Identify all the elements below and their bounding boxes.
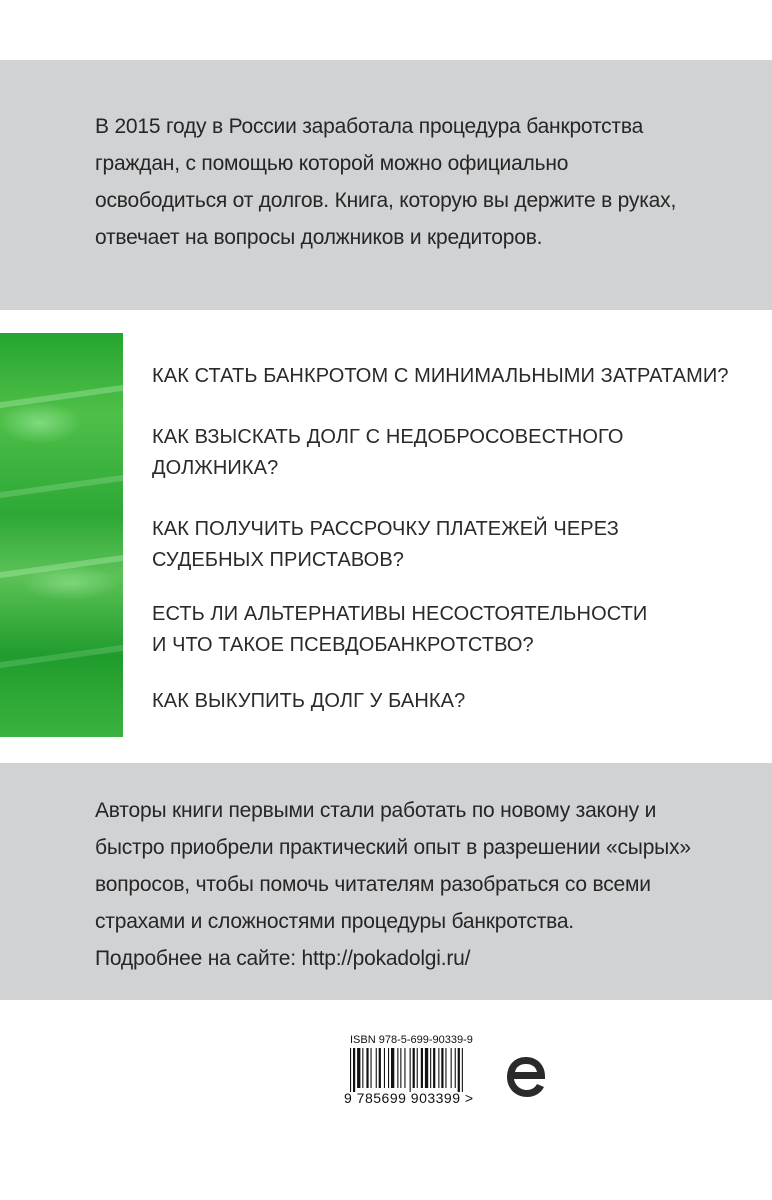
authors-website-line: Подробнее на сайте: http://pokadolgi.ru/ <box>95 947 471 970</box>
authors-paragraph <box>95 792 735 977</box>
question-line: КАК СТАТЬ БАНКРОТОМ С МИНИМАЛЬНЫМИ ЗАТРАТАМИ? <box>152 365 729 387</box>
question-line: ЕСТЬ ЛИ АЛЬТЕРНАТИВЫ НЕСОСТОЯТЕЛЬНОСТИ <box>152 603 648 625</box>
intro-paragraph <box>95 108 735 256</box>
question-item <box>152 422 752 484</box>
barcode-block <box>344 1034 504 1104</box>
authors-line: быстро приобрели практический опыт в разрешении «сырых» <box>95 836 691 859</box>
barcode-bar <box>441 1048 443 1088</box>
question-line: КАК ВЫКУПИТЬ ДОЛГ У БАНКА? <box>152 690 466 712</box>
barcode-bar <box>362 1048 363 1088</box>
eksmo-e-logo-icon <box>504 1053 548 1101</box>
authors-line: вопросов, чтобы помочь читателям разобраться со всеми <box>95 873 651 896</box>
barcode-bar <box>451 1048 452 1088</box>
isbn-text: ISBN 978-5-699-90339-9 <box>350 1034 473 1046</box>
intro-line: граждан, с помощью которой можно официально <box>95 152 569 175</box>
barcode-bar <box>391 1048 394 1088</box>
intro-line: отвечает на вопросы должников и кредиторов. <box>95 226 543 249</box>
intro-line: В 2015 году в России заработала процедура банкротства <box>95 115 644 138</box>
question-line: КАК ПОЛУЧИТЬ РАССРОЧКУ ПЛАТЕЖЕЙ ЧЕРЕЗ <box>152 518 619 540</box>
question-item <box>152 514 752 576</box>
intro-line: освободиться от долгов. Книга, которую вы держите в руках, <box>95 189 677 212</box>
authors-line: Авторы книги первыми стали работать по новому закону и <box>95 799 657 822</box>
question-item <box>152 599 752 661</box>
barcode-bar <box>397 1048 398 1088</box>
question-line: И ЧТО ТАКОЕ ПСЕВДОБАНКРОТСТВО? <box>152 634 534 656</box>
barcode-bar <box>388 1048 389 1088</box>
barcode-bar <box>350 1048 351 1092</box>
barcode-bar <box>404 1048 405 1088</box>
authors-line: страхами и сложностями процедуры банкротства. <box>95 910 574 933</box>
barcode-bar <box>376 1048 377 1088</box>
barcode-bar <box>421 1048 423 1088</box>
question-item <box>152 686 752 717</box>
barcode-bar <box>433 1048 435 1088</box>
barcode-bar <box>357 1048 360 1088</box>
barcode-bar <box>458 1048 460 1092</box>
barcode-bar <box>410 1048 411 1092</box>
barcode-bar <box>353 1048 355 1092</box>
barcode-bar <box>400 1048 401 1088</box>
barcode-bar <box>445 1048 446 1088</box>
barcode-bar <box>462 1048 463 1092</box>
barcode-bar <box>417 1048 418 1088</box>
question-line: КАК ВЗЫСКАТЬ ДОЛГ С НЕДОБРОСОВЕСТНОГО <box>152 426 624 448</box>
barcode-bar <box>425 1048 428 1088</box>
barcode-bar <box>366 1048 368 1088</box>
question-line: ДОЛЖНИКА? <box>152 457 279 479</box>
question-item <box>152 361 752 392</box>
barcode-bar <box>438 1048 439 1088</box>
barcode-bar <box>413 1048 415 1088</box>
green-decorative-panel <box>0 333 123 737</box>
barcode-bar <box>379 1048 381 1088</box>
barcode-bar <box>455 1048 456 1088</box>
barcode-digits: 9 785699 903399 > <box>344 1090 474 1106</box>
question-line: СУДЕБНЫХ ПРИСТАВОВ? <box>152 549 404 571</box>
barcode-bar <box>384 1048 385 1088</box>
barcode-bar <box>430 1048 431 1088</box>
barcode-bars <box>344 1048 498 1092</box>
barcode-bar <box>371 1048 372 1088</box>
